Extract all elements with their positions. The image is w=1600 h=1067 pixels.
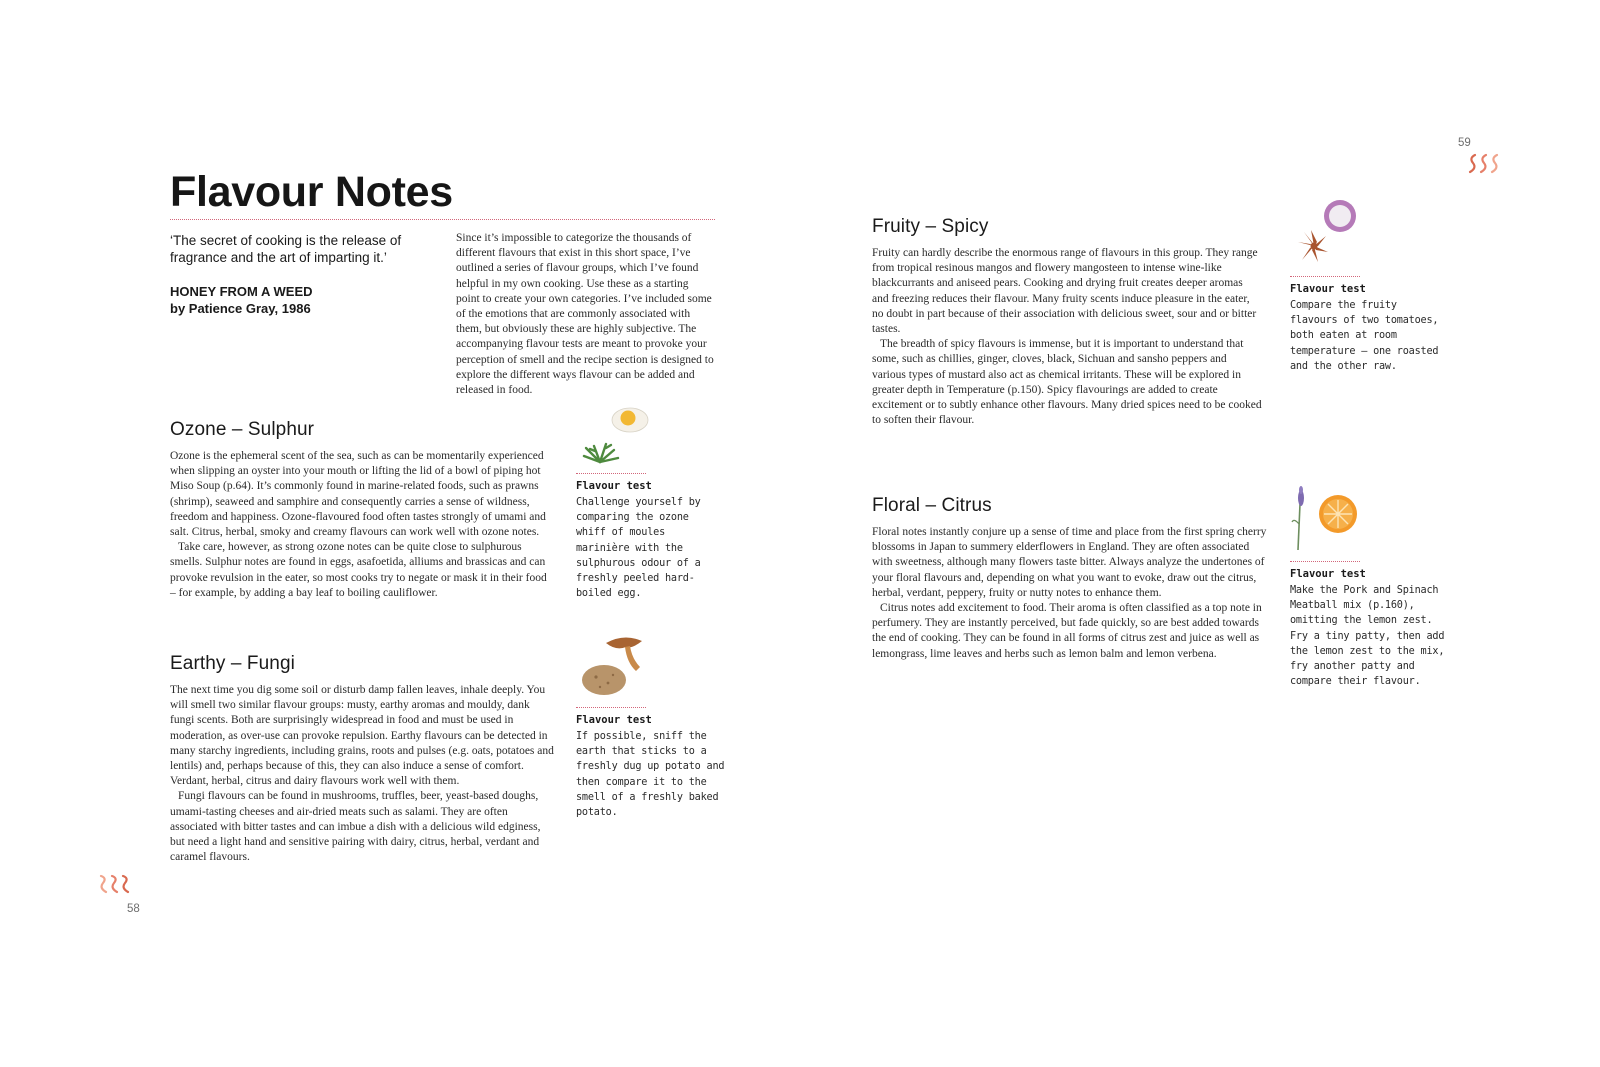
epigraph-source-title: HONEY FROM A WEED <box>170 284 313 299</box>
epigraph <box>170 232 435 317</box>
fruity-test-label: Flavour test <box>1290 283 1366 295</box>
floral-test-label: Flavour test <box>1290 568 1366 580</box>
mangosteen-star-anise-illustration <box>1294 198 1362 270</box>
earthy-test-text: If possible, sniff the earth that sticks to a freshly dug up potato and then compare it to the smell of a freshly baked potato. <box>576 731 725 819</box>
floral-paragraph-2: Citrus notes add excitement to food. Their aroma is often classified as a top note in perfumery. They are instantly perceived, but fade quickly, so are best added towards the end of cooking. They can be found in all forms of citrus zest and juice as well as lemongrass, lime leaves and herbs such as lemon balm and lemon verbena. <box>872 602 1262 660</box>
section-body-fruity <box>872 246 1262 428</box>
floral-test-divider <box>1290 561 1360 562</box>
fruity-test-text: Compare the fruity flavours of two tomatoes, both eaten at room temperature – one roasted and the other raw. <box>1290 300 1439 372</box>
page-number-left: 58 <box>127 903 140 915</box>
page-title: Flavour Notes <box>170 168 453 216</box>
earthy-paragraph-2: Fungi flavours can be found in mushrooms, truffles, beer, yeast-based doughs, umami-tasting cheeses and air-dried meats such as salami. They are often associated with bitter tastes and can imbue a dish with a delicious wild edginess, but need a light hand and sensitive pairing with dairy, citrus, herbal, verdant and caramel flavours. <box>170 790 541 864</box>
ozone-paragraph-1: Ozone is the ephemeral scent of the sea, such as can be momentarily experienced when slipping an oyster into your mouth or lifting the lid of a bowl of piping hot Miso Soup (p.64). It’s commonly found in marine-related foods, such as prawns (shrimp), seaweed and samphire and consequently carries a sense of wildness, freedom and happiness. Ozone-flavoured food often tastes strongly of umami and salt. Citrus, herbal, smoky and creamy flavours can work well with ozone notes. <box>170 450 546 539</box>
floral-test-text: Make the Pork and Spinach Meatball mix (p.160), omitting the lemon zest. Fry a tiny patty, then add the lemon zest to the mix, fry another patty and compare their flavour. <box>1290 585 1445 688</box>
earthy-test-divider <box>576 707 646 708</box>
fruity-paragraph-2: The breadth of spicy flavours is immense, but it is important to understand that some, such as chillies, ginger, cloves, black, Sichuan and sansho peppers and various types of mustard also act as chemical irritants. These will be explored in greater depth in Temperature (p.150). Spicy flavourings are added to create excitement or to subtly enhance other flavours. Many dried spices need to be cooked to soften their flavour. <box>872 338 1262 427</box>
intro-paragraph <box>456 231 714 398</box>
section-heading-floral: Floral – Citrus <box>872 495 992 516</box>
title-divider <box>170 219 715 220</box>
fruity-test-divider <box>1290 276 1360 277</box>
ozone-test-label: Flavour test <box>576 480 652 492</box>
right-squiggle-icon <box>1468 152 1504 176</box>
earthy-paragraph-1: The next time you dig some soil or disturb damp fallen leaves, inhale deeply. You will smell two similar flavour groups: musty, earthy aromas and mouldy, dank fungi scents. Both are surprisingly widespread in food and must be used in moderation, as over-use can provoke repulsion. Earthy flavours can be detected in many starchy ingredients, including grains, roots and pulses (e.g. oats, potatoes and lentils) and, perhaps because of this, they can also induce a sense of comfort. Verdant, herbal, citrus and dairy flavours work well with them. <box>170 684 554 788</box>
section-heading-earthy: Earthy – Fungi <box>170 653 295 674</box>
ozone-paragraph-2: Take care, however, as strong ozone notes can be quite close to sulphurous smells. Sulphur notes are found in eggs, asafoetida, alliums and brassicas and can provoke revulsion in the eater, so most cooks try to negate or mask it in their food – for example, by adding a bay leaf to boiling cauliflower. <box>170 541 547 599</box>
section-body-ozone <box>170 449 554 601</box>
ozone-test-text: Challenge yourself by comparing the ozone whiff of moules marinière with the sulphurous odour of a freshly peeled hard-boiled egg. <box>576 497 701 600</box>
section-heading-fruity: Fruity – Spicy <box>872 216 989 237</box>
egg-seaweed-illustration <box>580 404 655 466</box>
epigraph-source-author: by Patience Gray, 1986 <box>170 301 311 316</box>
left-squiggle-icon <box>98 872 134 896</box>
section-body-floral <box>872 525 1272 662</box>
epigraph-quote: ‘The secret of cooking is the release of fragrance and the art of imparting it.’ <box>170 233 402 265</box>
ozone-test-divider <box>576 473 646 474</box>
page-number-right: 59 <box>1458 137 1471 149</box>
intro-text: Since it’s impossible to categorize the thousands of different flavours that exist in this short space, I’ve outlined a series of flavour groups, which I’ve found helpful in my own cooking. Use these as a starting point to create your own categories. I’ve included some of the emotions that are commonly associated with them, but obviously these are highly subjective. The accompanying flavour tests are meant to provoke your perception of smell and the recipe section is designed to explore the different ways flavour can be added and released in food. <box>456 232 714 397</box>
floral-paragraph-1: Floral notes instantly conjure up a sense of time and place from the first spring cherry blossoms in Japan to summery elderflowers in England. They are often associated with sweetness, although many flowers taste bitter. Always analyze the undertones of your floral flavours and, depending on what you want to evoke, draw out the citrus, herbal, verdant, peppery, fruity or nutty notes to enhance them. <box>872 526 1267 599</box>
lavender-orange-illustration <box>1290 484 1360 554</box>
fruity-paragraph-1: Fruity can hardly describe the enormous range of flavours in this group. They range from tropical resinous mangos and flowery mangosteen to intense wine-like blackcurrants and aniseed pears. Cooking and drying fruit creates deeper aromas and freezing reduces their flavour. Many fruity scents induce pleasure in the eater, no doubt in part because of their association with delicious sweet, sour and or bitter tastes. <box>872 247 1258 336</box>
potato-mushroom-illustration <box>580 633 650 699</box>
section-heading-ozone: Ozone – Sulphur <box>170 419 315 440</box>
earthy-test-label: Flavour test <box>576 714 652 726</box>
section-body-earthy <box>170 683 554 865</box>
